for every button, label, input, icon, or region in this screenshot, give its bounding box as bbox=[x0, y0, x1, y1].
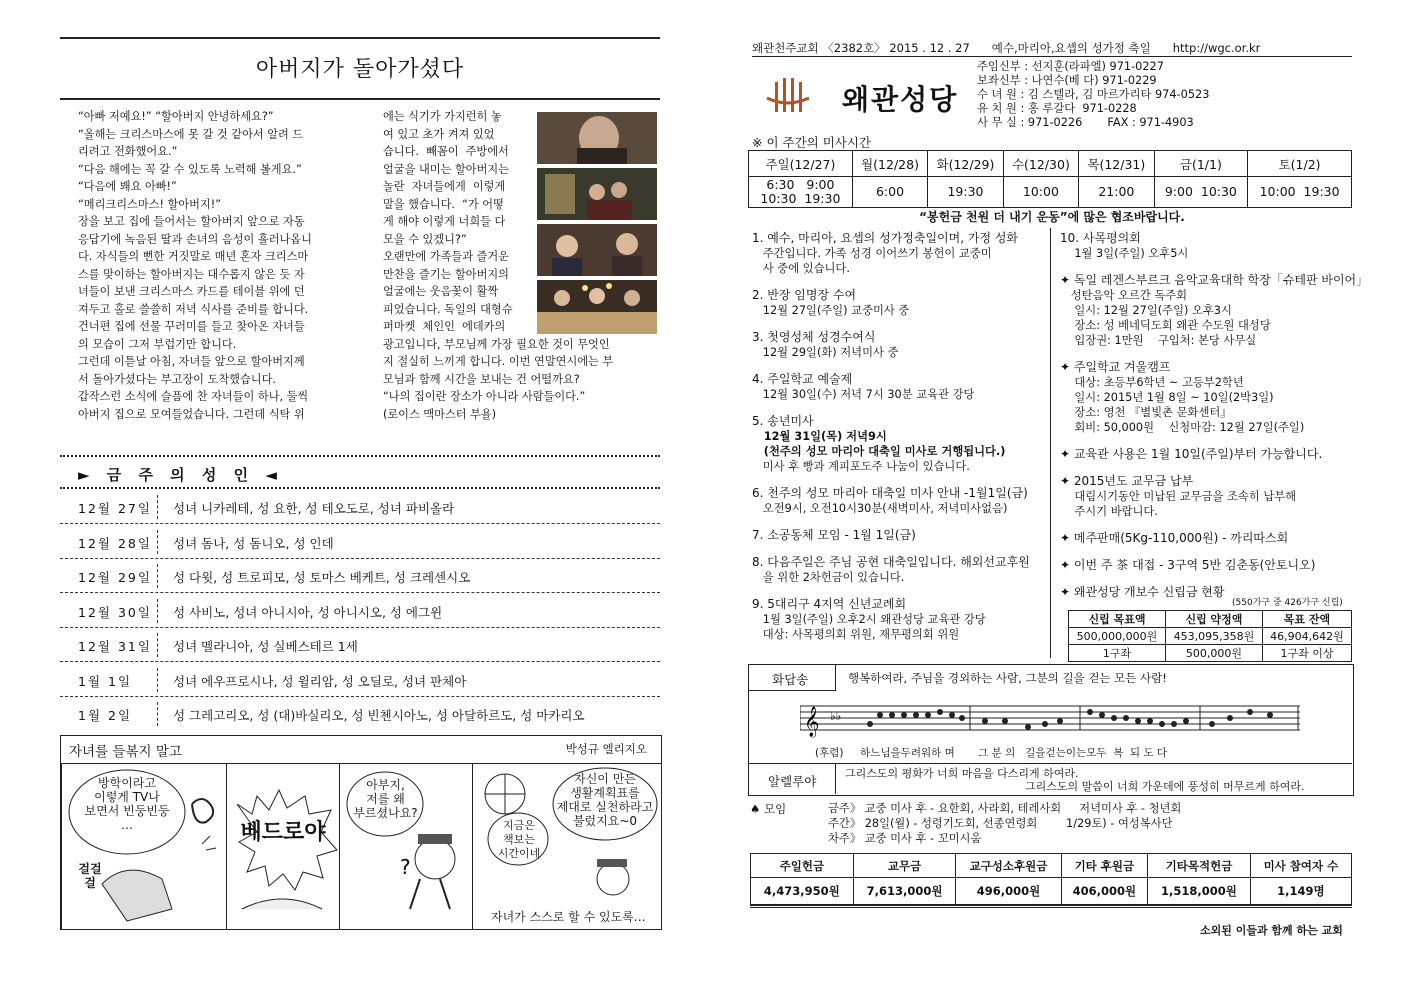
essay-line: 여 있고 초가 켜져 있었 bbox=[383, 127, 495, 141]
essay-line: 얼굴에는 웃음꽃이 활짝 bbox=[383, 285, 499, 298]
saint-row bbox=[60, 559, 660, 593]
fund-value: 46,904,642원 bbox=[1262, 628, 1351, 645]
notice-heading: 5. 송년미사 bbox=[752, 414, 814, 428]
notice-item bbox=[752, 528, 1047, 543]
essay-column-1 bbox=[78, 108, 388, 423]
svg-text:♭♭: ♭♭ bbox=[830, 709, 842, 723]
alleluia-line-1: 그리스도의 평화가 너희 마음을 다스리게 하여라. bbox=[845, 767, 1079, 780]
saint-names: 성녀 멜라니아, 성 실베스테르 1세 bbox=[173, 639, 358, 654]
saint-date: 12월 30일 bbox=[78, 604, 152, 620]
cartoon-p4-bubble-1: 자신이 만든 생활계획표를 제대로 실천하라고 불렀지요~0 bbox=[556, 772, 654, 828]
svg-text:𝄞: 𝄞 bbox=[804, 707, 820, 737]
alleluia-label: 알렐루야 bbox=[768, 774, 817, 789]
essay-line: 게 해야 이렇게 너희들 다 bbox=[383, 215, 506, 228]
notice-heading: ✦ 2015년도 교무금 납부 bbox=[1060, 474, 1194, 488]
essay-line: (로이스 맥마스터 부욜) bbox=[383, 407, 497, 421]
offering-header: 미사 참여자 수 bbox=[1250, 854, 1351, 878]
mass-time: 9:00 10:30 bbox=[1154, 177, 1248, 208]
saint-date: 1월 1일 bbox=[78, 673, 133, 689]
essay-line: 퍼마켓 체인인 에데카의 bbox=[383, 320, 506, 333]
notice-item bbox=[752, 288, 1047, 318]
campaign-banner: “봉헌금 천원 더 내기 운동”에 많은 협조바랍니다. bbox=[919, 210, 1185, 224]
cartoon-p1-sfx: 걸걸 걸 bbox=[78, 862, 102, 890]
notice-line: 12월 29일(화) 저녁미사 중 bbox=[752, 346, 899, 359]
essay-line: 만찬을 즐기는 할아버지의 bbox=[383, 267, 509, 281]
notice-item bbox=[1060, 231, 1355, 261]
offering-bottom-rule bbox=[750, 905, 1352, 908]
saints-head-border bbox=[60, 487, 660, 489]
saint-names: 성녀 에우프로시나, 성 윌리암, 성 오딜로, 성녀 판체아 bbox=[173, 673, 467, 689]
notice-item bbox=[1060, 558, 1355, 573]
essay-line: “다음에 봬요 아빠!” bbox=[78, 180, 177, 193]
notice-heading: 9. 5대리구 4지역 신년교례회 bbox=[752, 597, 907, 611]
cartoon-panel-4 bbox=[472, 763, 662, 930]
essay-line: 말을 했습니다. “가 어떻 bbox=[383, 197, 504, 211]
hwadap-label: 화답송 bbox=[772, 672, 809, 687]
hwadap-text: 행복하여라, 주님을 경외하는 사람, 그분의 길을 걷는 모든 사람! bbox=[848, 671, 1167, 685]
footer-motto: 소외된 이들과 함께 하는 교회 bbox=[1200, 924, 1343, 937]
header-rule bbox=[752, 56, 1352, 57]
saint-separator bbox=[157, 633, 158, 657]
notice-line: 사 중에 있습니다. bbox=[752, 262, 850, 275]
notice-item bbox=[752, 231, 1047, 276]
fund-value: 500,000원 bbox=[1165, 645, 1262, 662]
music-staff bbox=[800, 700, 1300, 740]
svg-text:?: ? bbox=[400, 855, 411, 879]
saints-top-border bbox=[60, 455, 660, 457]
saint-row bbox=[60, 628, 660, 662]
saint-names: 성녀 니카레테, 성 요한, 성 테오도로, 성녀 파비올라 bbox=[173, 501, 455, 516]
saint-row bbox=[60, 525, 660, 559]
saints-heading: ► 금 주 의 성 인 ◄ bbox=[78, 466, 283, 484]
saint-row bbox=[60, 663, 660, 697]
still-surprised-children bbox=[537, 224, 657, 276]
cartoon-panel-1 bbox=[61, 763, 227, 930]
cartoon-panel-2 bbox=[226, 763, 340, 930]
renovation-fund-table bbox=[1068, 610, 1352, 662]
mass-schedule-label: ※ 이 주간의 미사시간 bbox=[752, 135, 871, 150]
saint-separator bbox=[157, 564, 158, 588]
meeting-line: 주간》 28일(월) - 성령기도회, 선종연령회 1/29토) - 여성복사단 bbox=[828, 817, 1173, 830]
notice-heading: 1. 예수, 마리아, 요셉의 성가정축일이며, 가정 성화 bbox=[752, 231, 1019, 245]
church-name: 왜관성당 bbox=[842, 83, 959, 116]
notice-line: 입장권: 1만원 구입처: 본당 사무실 bbox=[1060, 334, 1257, 347]
notice-heading: 8. 다음주일은 주님 공현 대축일입니다. 해외선교후원 bbox=[752, 555, 1030, 569]
notice-heading: 10. 사목평의회 bbox=[1060, 231, 1141, 245]
clergy-info-line: 수 녀 원 : 김 스텔라, 김 마르가리타 974-0523 bbox=[977, 88, 1210, 101]
cartoon-p2-sfx: 베드로야 bbox=[240, 820, 326, 845]
offering-value: 4,473,950원 bbox=[751, 878, 854, 905]
clergy-info-line: 사 무 실 : 971-0226 FAX : 971-4903 bbox=[977, 116, 1194, 129]
saint-names: 성 다윗, 성 트로피모, 성 토마스 베케트, 성 크레센시오 bbox=[173, 570, 471, 585]
cartoon-panel-3 bbox=[339, 763, 473, 930]
saint-names: 성 그레고리오, 성 (대)바실리오, 성 빈첸시아노, 성 아달하르도, 성 마카리오 bbox=[173, 708, 585, 723]
essay-line: 리려고 전화했어요.” bbox=[78, 145, 178, 158]
notice-heading: ✦ 이번 주 茶 대접 - 3구역 5반 김춘동(안토니오) bbox=[1060, 558, 1316, 572]
notice-line: 장소: 성 베네딕도회 왜관 수도원 대성당 bbox=[1060, 319, 1271, 332]
alleluia-rule bbox=[748, 763, 1352, 764]
notice-line: 12월 30일(수) 저녁 7시 30분 교육관 강당 bbox=[752, 388, 975, 401]
cartoon-caption: 자녀가 스스로 할 수 있도록… bbox=[491, 910, 646, 924]
notice-item bbox=[752, 372, 1047, 402]
essay-line: 장을 보고 집에 들어서는 할아버지 앞으로 자동 bbox=[78, 215, 305, 228]
meetings-label: ♠ 모임 bbox=[750, 802, 787, 816]
clergy-info bbox=[977, 60, 1209, 130]
mass-time: 21:00 bbox=[1079, 177, 1154, 208]
offering-header: 교무금 bbox=[853, 854, 956, 878]
mass-day: 월(12/28) bbox=[852, 151, 927, 177]
essay-line: 지 절실히 느끼게 합니다. 이번 연말연시에는 부 bbox=[383, 355, 614, 368]
cartoon-p4-bubble-2: 지금은 책보는 시간이네 bbox=[497, 819, 541, 860]
saint-names: 성 사비노, 성녀 아니시아, 성 아니시오, 성 에그윈 bbox=[173, 604, 443, 620]
essay-line: “나의 집이란 장소가 아니라 사람들이다.” bbox=[383, 390, 586, 403]
still-grandfather bbox=[537, 112, 657, 164]
notice-line: (천주의 성모 마리아 대축일 미사로 거행됩니다.) bbox=[752, 445, 1006, 458]
fund-header: 신립 목표액 bbox=[1069, 611, 1166, 628]
essay-line: 모을 수 있겠니?” bbox=[383, 232, 467, 246]
mass-day: 화(12/29) bbox=[928, 151, 1003, 177]
essay-line: 건너편 집에 선물 꾸러미를 들고 찾아온 자녀들 bbox=[78, 320, 305, 333]
essay-line: 습니다. 빼꼼이 주방에서 bbox=[383, 145, 509, 158]
psalm-lyrics: (후렴) 하느님을두려워하 며 그 분 의 길을걷는이는모두 복 되 도 다 bbox=[815, 747, 1168, 759]
offering-value: 496,000원 bbox=[956, 878, 1061, 905]
notice-line: 회비: 50,000원 신청마감: 12월 27일(주일) bbox=[1060, 421, 1305, 434]
essay-line: 다. 자식들의 뻔한 거짓말로 매년 혼자 크리스마 bbox=[78, 250, 309, 263]
notice-heading: 7. 소공동체 모임 - 1월 1일(금) bbox=[752, 528, 916, 542]
essay-line: 그런데 이튿날 아침, 자녀들 앞으로 할아버지께 bbox=[78, 355, 305, 368]
mass-day: 토(1/2) bbox=[1248, 151, 1352, 177]
notice-line: 12월 27일(주일) 교중미사 중 bbox=[752, 304, 910, 317]
still-dinner-table bbox=[537, 280, 657, 334]
saint-date: 12월 27일 bbox=[78, 501, 152, 516]
essay-line: “다음 해에는 꼭 갈 수 있도록 노력해 볼게요.” bbox=[78, 162, 302, 176]
notice-line: 을 위한 2차헌금이 있습니다. bbox=[752, 571, 905, 584]
fund-value: 1구좌 이상 bbox=[1262, 645, 1351, 662]
saint-row bbox=[60, 490, 660, 524]
offering-table bbox=[750, 853, 1352, 905]
clergy-info-line: 유 치 원 : 홍 루갈다 971-0228 bbox=[977, 102, 1137, 115]
notice-line: 미사 후 빵과 계피포도주 나눔이 있습니다. bbox=[752, 460, 970, 473]
notice-heading: ✦ 메주판매(5Kg-110,000원) - 까리따스회 bbox=[1060, 531, 1289, 545]
notice-divider bbox=[1050, 228, 1051, 658]
bulletin-header: 왜관천주교회 〈2382호〉 2015 . 12 . 27 예수,마리아,요셉의 성가정 축일 http://wgc.or.kr bbox=[752, 41, 1261, 55]
essay-line: 서 돌아가셨다는 부고장이 도착했습니다. bbox=[78, 372, 276, 386]
notice-line: 일시: 12월 27일(주일) 오후3시 bbox=[1060, 304, 1232, 317]
notice-heading: ✦ 독일 레겐스부르크 음악교육대학 학장「슈테판 바이어」 bbox=[1060, 273, 1369, 287]
mass-day: 수(12/30) bbox=[1003, 151, 1078, 177]
notice-line: 주시기 바랍니다. bbox=[1060, 505, 1158, 518]
notice-line: 장소: 영천 『별빛촌 문화센터』 bbox=[1060, 406, 1232, 419]
notice-line: 일시: 2015년 1월 8일 ~ 10일(2박3일) bbox=[1060, 391, 1274, 404]
notice-line: 12월 31일(목) 저녁9시 bbox=[752, 430, 887, 443]
cartoon-strip bbox=[60, 735, 662, 930]
cartoon-title: 자녀를 들볶지 말고 bbox=[69, 744, 182, 760]
mass-time: 10:00 bbox=[1003, 177, 1078, 208]
fund-value: 1구좌 bbox=[1069, 645, 1166, 662]
mass-time: 19:30 bbox=[928, 177, 1003, 208]
notice-heading: 4. 주일학교 예술제 bbox=[752, 372, 853, 386]
notice-line: 대림시기동안 미납된 교무금을 조속히 납부해 bbox=[1060, 490, 1297, 503]
essay-line: 놀란 자녀들에게 이렇게 bbox=[383, 180, 506, 193]
meeting-line: 금주》 교중 미사 후 - 요한회, 사라회, 테레사회 저녁미사 후 - 청년회 bbox=[828, 802, 1182, 815]
cartoon-p3-bubble: 아부지, 저를 왜 부르셨나요? bbox=[353, 778, 418, 820]
saint-date: 12월 29일 bbox=[78, 570, 152, 585]
church-logo-icon bbox=[765, 76, 811, 116]
notice-heading: ✦ 교육관 사용은 1월 10일(주일)부터 가능합니다. bbox=[1060, 447, 1323, 461]
essay-line: “메리크리스마스! 할아버지!” bbox=[78, 197, 221, 211]
meeting-line: 차주》 교중 미사 후 - 꼬미시움 bbox=[828, 832, 982, 845]
notice-line: 주간입니다. 가족 성경 이어쓰기 봉헌이 교중미 bbox=[752, 247, 992, 260]
notice-item bbox=[1060, 447, 1355, 462]
essay-line: 의 모습이 그저 부럽기만 합니다. bbox=[78, 337, 237, 351]
mass-time: 10:00 19:30 bbox=[1248, 177, 1352, 208]
notice-item bbox=[752, 414, 1047, 474]
notice-line: 성탄음악 오르간 독주회 bbox=[1060, 289, 1188, 302]
essay-line: 얼굴을 내미는 할아버지는 bbox=[383, 162, 509, 176]
notices-left bbox=[752, 231, 1047, 654]
offering-value: 7,613,000원 bbox=[853, 878, 956, 905]
cartoon-p1-bubble: 방학이라고 이렇게 TV나 보면서 빈둥빈둥 … bbox=[84, 776, 170, 832]
top-rule bbox=[60, 37, 660, 39]
notice-line: 대상: 초등부6학년 ~ 고등부2학년 bbox=[1060, 376, 1244, 389]
saint-separator bbox=[157, 702, 158, 726]
saint-date: 1월 2일 bbox=[78, 708, 133, 723]
fund-value: 500,000,000원 bbox=[1069, 628, 1166, 645]
notice-line: 대상: 사목평의회 위원, 재무평의회 위원 bbox=[752, 628, 960, 641]
clergy-info-line: 주임신부 : 선지훈(라파엘) 971-0227 bbox=[977, 60, 1164, 73]
fund-note: (550가구 중 426가구 신립) bbox=[1232, 598, 1343, 608]
essay-line: 에는 식기가 가지런히 놓 bbox=[383, 110, 502, 123]
notice-heading: ✦ 주일학교 겨울캠프 bbox=[1060, 360, 1171, 374]
offering-header: 기타목적헌금 bbox=[1148, 854, 1251, 878]
saint-separator bbox=[157, 495, 158, 519]
film-stills bbox=[537, 112, 657, 334]
saint-date: 12월 28일 bbox=[78, 535, 152, 551]
mass-day: 목(12/31) bbox=[1079, 151, 1154, 177]
fund-header: 목표 잔액 bbox=[1262, 611, 1351, 628]
offering-value: 1,149명 bbox=[1250, 878, 1351, 905]
mass-time: 6:30 9:00 10:30 19:30 bbox=[749, 177, 853, 208]
fund-header: 신립 약정액 bbox=[1165, 611, 1262, 628]
essay-line: 스를 맞이하는 할아버지는 대수롭지 않은 듯 자 bbox=[78, 267, 305, 281]
fund-value: 453,095,358원 bbox=[1165, 628, 1262, 645]
essay-line: “아빠 저예요!” “할아버지 안녕하세요?” bbox=[78, 110, 274, 123]
essay-line: 모님과 함께 시간을 보내는 건 어떨까요? bbox=[383, 372, 580, 386]
notice-item bbox=[752, 597, 1047, 642]
essay-line: 져두고 홀로 쓸쓸히 저녁 식사를 준비를 합니다. bbox=[78, 302, 309, 316]
essay-line: 오랜만에 가족들과 즐거운 bbox=[383, 250, 509, 263]
essay-line: 아버지 집으로 모여들었습니다. 그런데 식탁 위 bbox=[78, 407, 305, 421]
offering-value: 1,518,000원 bbox=[1148, 878, 1251, 905]
saint-date: 12월 31일 bbox=[78, 639, 152, 654]
notice-item bbox=[1060, 531, 1355, 546]
mass-day: 주일(12/27) bbox=[749, 151, 853, 177]
essay-line: 녀들이 보낸 크리스마스 카드를 테이블 위에 던 bbox=[78, 285, 305, 298]
notice-heading: 3. 첫영성체 성경수여식 bbox=[752, 330, 876, 344]
offering-header: 기타 후원금 bbox=[1061, 854, 1148, 878]
saint-names: 성녀 돔나, 성 돔니오, 성 인데 bbox=[173, 535, 334, 551]
notice-line: 1월 3일(주일) 오후5시 bbox=[1060, 247, 1189, 260]
notice-item bbox=[1060, 474, 1355, 519]
notice-item bbox=[1060, 360, 1355, 435]
mass-day: 금(1/1) bbox=[1154, 151, 1248, 177]
still-family-door bbox=[537, 168, 657, 220]
essay-line: 응답기에 녹음된 딸과 손녀의 음성이 흘러나옵니 bbox=[78, 232, 312, 246]
mass-time: 6:00 bbox=[852, 177, 927, 208]
notice-item bbox=[1060, 273, 1369, 348]
essay-line: “올해는 크리스마스에 못 갈 것 같아서 알려 드 bbox=[78, 127, 304, 141]
clergy-info-line: 보좌신부 : 나연수(베 다) 971-0229 bbox=[977, 74, 1157, 87]
saint-row bbox=[60, 697, 660, 731]
notice-line: 오전9시, 오전10시30분(새벽미사, 저녁미사없음) bbox=[752, 502, 1008, 515]
saint-separator bbox=[157, 668, 158, 692]
offering-header: 주일헌금 bbox=[751, 854, 854, 878]
cartoon-author: 박성규 엘리지오 bbox=[565, 742, 647, 756]
saint-separator bbox=[157, 530, 158, 554]
notices-right bbox=[1060, 231, 1369, 612]
essay-line: 피었습니다. 독일의 대형슈 bbox=[383, 302, 513, 316]
essay-title: 아버지가 돌아가셨다 bbox=[255, 57, 465, 82]
saint-row bbox=[60, 594, 660, 628]
offering-value: 406,000원 bbox=[1061, 878, 1148, 905]
essay-line: 갑작스런 소식에 슬픔에 찬 자녀들이 하나, 둘씩 bbox=[78, 390, 309, 403]
notice-heading: ✦ 왜관성당 개보수 신립금 현황 bbox=[1060, 585, 1225, 599]
notice-item bbox=[752, 555, 1047, 585]
notice-heading: 6. 천주의 성모 마리아 대축일 미사 안내 -1월1일(금) bbox=[752, 486, 1028, 500]
notice-heading: 2. 반장 임명장 수여 bbox=[752, 288, 857, 302]
notice-item bbox=[752, 330, 1047, 360]
notice-item bbox=[752, 486, 1047, 516]
notice-line: 1월 3일(주일) 오후2시 왜관성당 교육관 강당 bbox=[752, 613, 986, 626]
title-rule bbox=[60, 98, 660, 100]
alleluia-line-2: 그리스도의 말씀이 너희 가운데에 풍성히 머무르게 하여라. bbox=[1025, 780, 1305, 793]
meetings-list bbox=[828, 801, 1181, 846]
essay-line: 광고입니다, 부모님께 가장 필요한 것이 무엇인 bbox=[383, 337, 610, 351]
offering-header: 교구성소후원금 bbox=[956, 854, 1061, 878]
mass-schedule-table bbox=[748, 150, 1352, 208]
saint-separator bbox=[157, 599, 158, 623]
